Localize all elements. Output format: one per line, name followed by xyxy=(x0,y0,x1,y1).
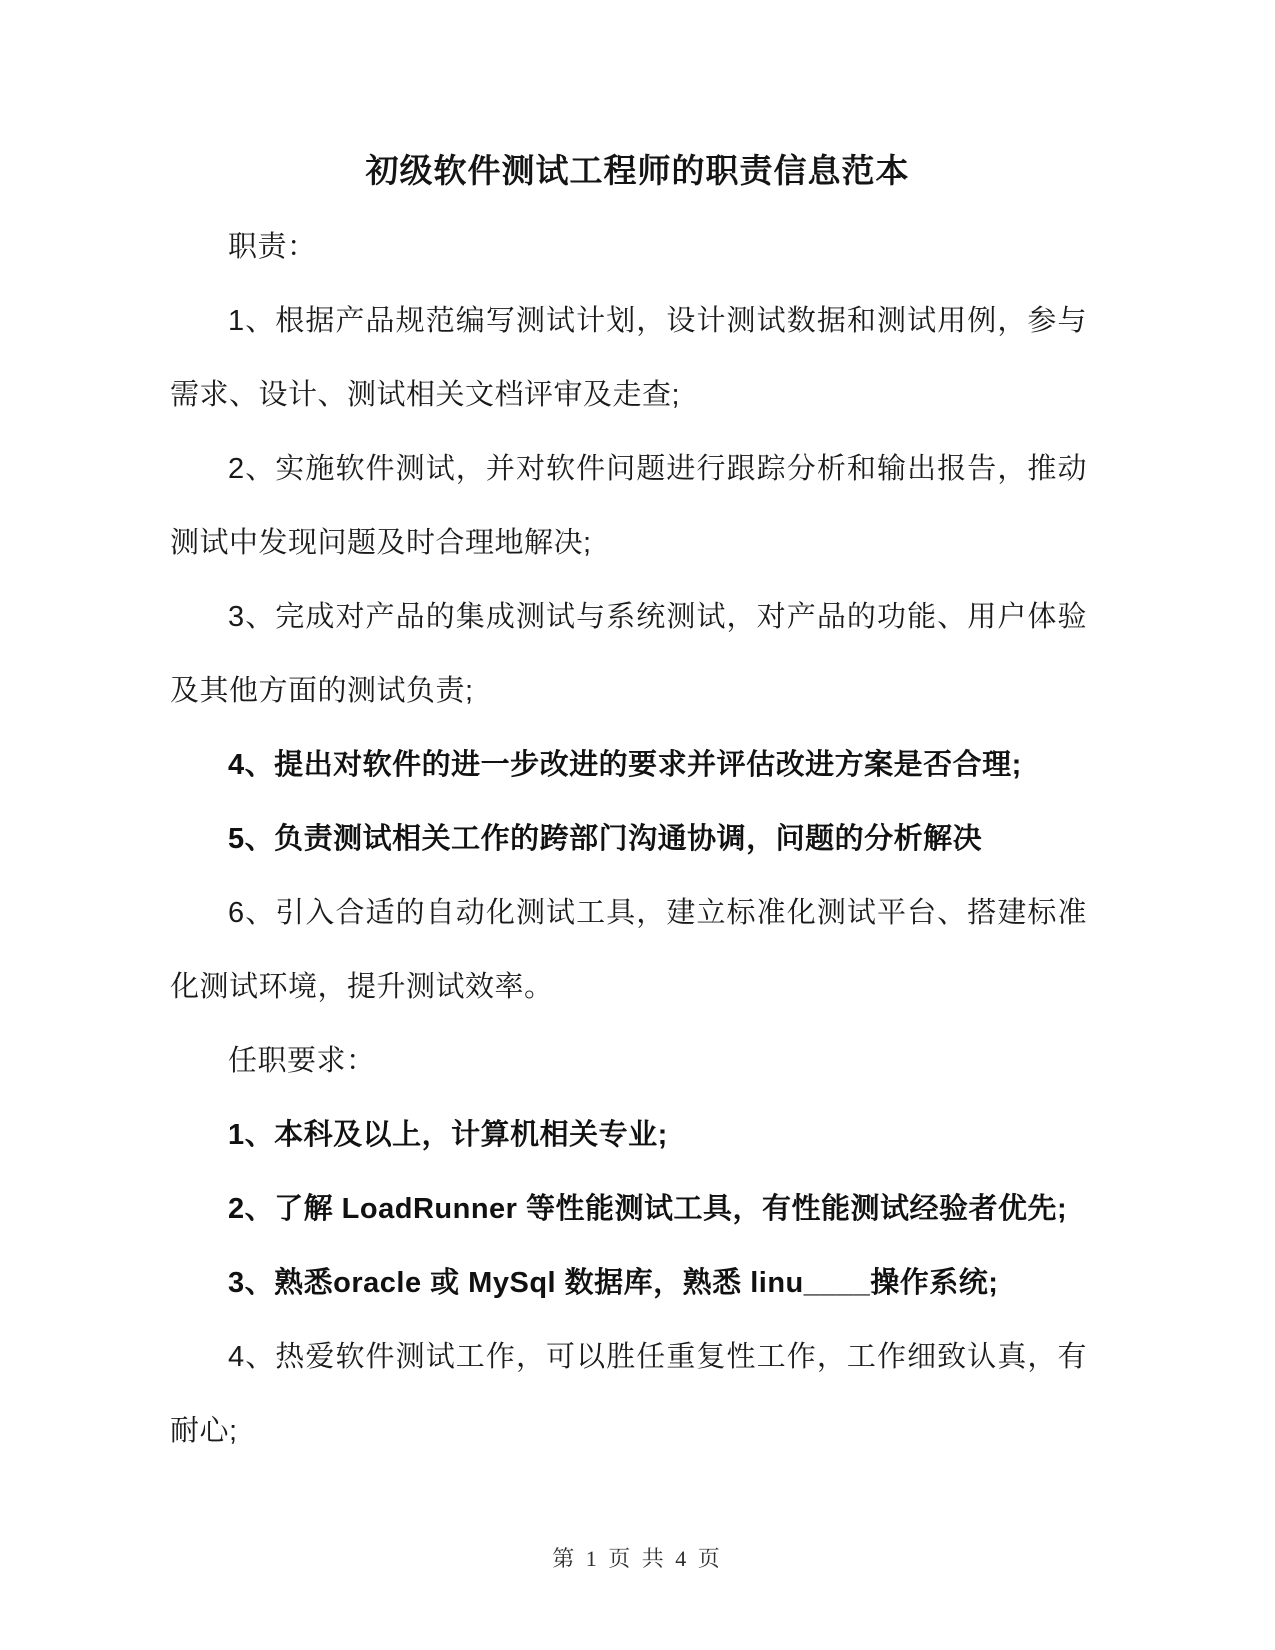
document-body xyxy=(0,192,1275,1468)
page-title: 初级软件测试工程师的职责信息范本 xyxy=(365,152,910,189)
paragraph: 3、完成对产品的集成测试与系统测试，对产品的功能、用户体验及其他方面的测试负责; xyxy=(170,601,1087,707)
paragraph: 职责： xyxy=(228,231,317,263)
paragraph: 2、了解 LoadRunner 等性能测试工具，有性能测试经验者优先; xyxy=(228,1193,1068,1225)
paragraph: 1、本科及以上，计算机相关专业; xyxy=(228,1119,668,1151)
paragraph: 任职要求： xyxy=(228,1045,376,1077)
paragraph: 5、负责测试相关工作的跨部门沟通协调，问题的分析解决 xyxy=(228,823,983,855)
paragraph: 2、实施软件测试，并对软件问题进行跟踪分析和输出报告，推动测试中发现问题及时合理地解决; xyxy=(170,453,1087,559)
paragraph: 4、提出对软件的进一步改进的要求并评估改进方案是否合理; xyxy=(228,749,1022,781)
paragraph: 6、引入合适的自动化测试工具，建立标准化测试平台、搭建标准化测试环境，提升测试效率。 xyxy=(170,897,1087,1003)
paragraph: 3、熟悉oracle 或 MySql 数据库，熟悉 linu____操作系统; xyxy=(228,1267,999,1299)
paragraph: 4、热爱软件测试工作，可以胜任重复性工作，工作细致认真，有耐心; xyxy=(170,1341,1087,1447)
page-number-footer: 第 1 页 共 4 页 xyxy=(552,1546,723,1571)
paragraph: 1、根据产品规范编写测试计划，设计测试数据和测试用例，参与需求、设计、测试相关文档评审及走查; xyxy=(170,305,1087,411)
